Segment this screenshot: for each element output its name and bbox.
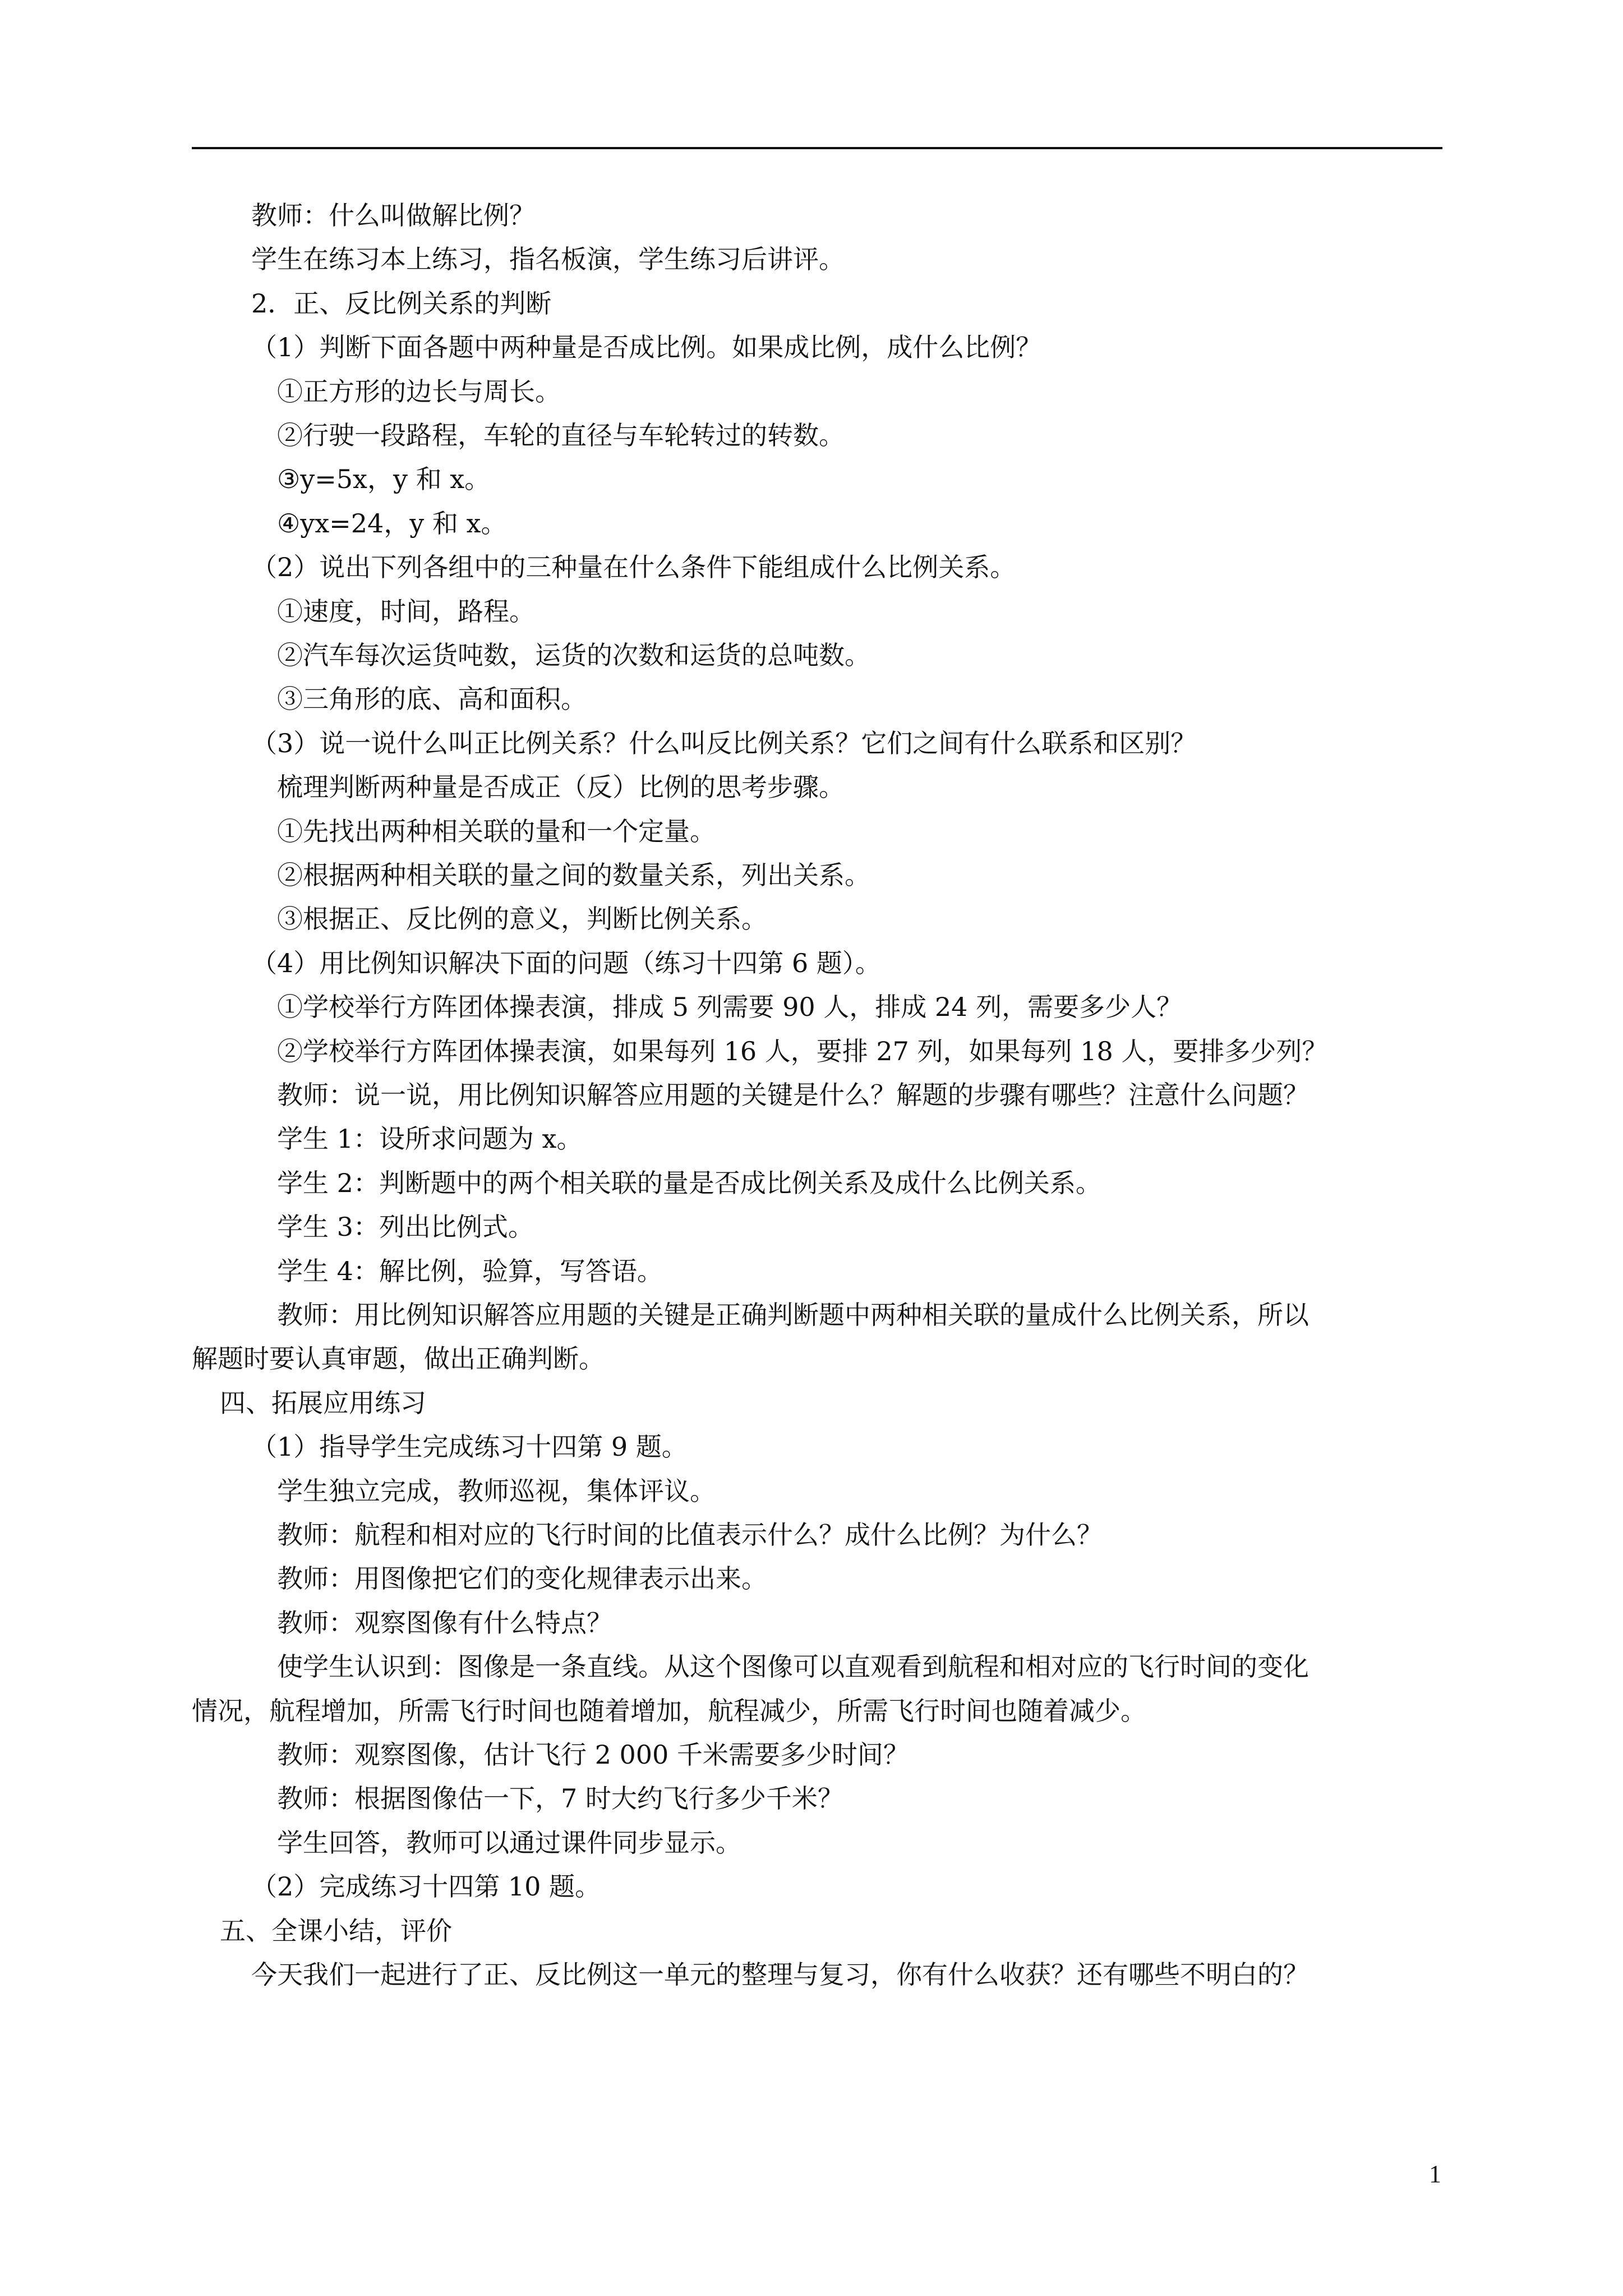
text-line: ②根据两种相关联的量之间的数量关系，列出关系。 [277,860,870,890]
text-line: 教师：用图像把它们的变化规律表示出来。 [277,1563,767,1594]
text-line: （3）说一说什么叫正比例关系？什么叫反比例关系？它们之间有什么联系和区别？ [251,728,1197,758]
text-line: 教师：说一说，用比例知识解答应用题的关键是什么？解题的步骤有哪些？注意什么问题？ [277,1080,1309,1110]
text-line: 情况，航程增加，所需飞行时间也随着增加，航程减少，所需飞行时间也随着减少。 [192,1696,1146,1726]
text-line: ①先找出两种相关联的量和一个定量。 [277,816,716,846]
section-heading: 五、全课小结，评价 [220,1916,452,1946]
text-line: 教师：航程和相对应的飞行时间的比值表示什么？成什么比例？为什么？ [277,1520,1103,1550]
page-number: 1 [1429,2160,1441,2188]
text-line: ①学校举行方阵团体操表演，排成 5 列需要 90 人，排成 24 列，需要多少人？ [277,992,1183,1022]
text-line: ④yx=24，y 和 x。 [277,508,507,539]
text-line: （2）说出下列各组中的三种量在什么条件下能组成什么比例关系。 [251,552,1016,582]
text-line: 今天我们一起进行了正、反比例这一单元的整理与复习，你有什么收获？还有哪些不明白的？ [251,1959,1309,1990]
text-line: ③y=5x，y 和 x。 [277,464,491,494]
section-heading: 2．正、反比例关系的判断 [251,288,552,319]
text-line: ①速度，时间，路程。 [277,596,535,627]
text-line: （1）指导学生完成练习十四第 9 题。 [251,1432,688,1462]
text-line: （1）判断下面各题中两种量是否成比例。如果成比例，成什么比例？ [251,332,1042,362]
text-line: 学生回答，教师可以通过课件同步显示。 [277,1828,741,1858]
text-line: 教师：根据图像估一下，7 时大约飞行多少千米？ [277,1783,843,1814]
text-line: ②学校举行方阵团体操表演，如果每列 16 人，要排 27 列，如果每列 18 人，要排多少列？ [277,1036,1328,1066]
text-line: ③三角形的底、高和面积。 [277,684,587,714]
text-line: 学生 4：解比例，验算，写答语。 [277,1256,663,1286]
text-line: 教师：观察图像有什么特点？ [277,1608,612,1638]
text-line: 梳理判断两种量是否成正（反）比例的思考步骤。 [277,772,845,802]
text-line: 学生在练习本上练习，指名板演，学生练习后讲评。 [251,244,845,274]
section-heading: 四、拓展应用练习 [220,1388,426,1418]
text-line: ①正方形的边长与周长。 [277,376,561,407]
text-line: 教师：什么叫做解比例？ [251,200,535,231]
text-line: 学生 2：判断题中的两个相关联的量是否成比例关系及成什么比例关系。 [277,1168,1101,1198]
text-line: 教师：观察图像，估计飞行 2 000 千米需要多少时间？ [277,1740,909,1770]
text-line: 学生 1：设所求问题为 x。 [277,1124,583,1154]
text-line: 学生独立完成，教师巡视，集体评议。 [277,1476,716,1506]
text-line: ③根据正、反比例的意义，判断比例关系。 [277,904,767,934]
text-line: （4）用比例知识解决下面的问题（练习十四第 6 题）。 [251,948,881,978]
text-line: 教师：用比例知识解答应用题的关键是正确判断题中两种相关联的量成什么比例关系，所以 [277,1300,1309,1330]
text-line: 解题时要认真审题，做出正确判断。 [192,1343,605,1374]
text-line: ②汽车每次运货吨数，运货的次数和运货的总吨数。 [277,640,870,670]
header-rule [192,147,1442,149]
text-line: 使学生认识到：图像是一条直线。从这个图像可以直观看到航程和相对应的飞行时间的变化 [277,1651,1309,1682]
text-line: ②行驶一段路程，车轮的直径与车轮转过的转数。 [277,420,845,450]
text-line: （2）完成练习十四第 10 题。 [251,1871,601,1902]
text-line: 学生 3：列出比例式。 [277,1212,534,1242]
